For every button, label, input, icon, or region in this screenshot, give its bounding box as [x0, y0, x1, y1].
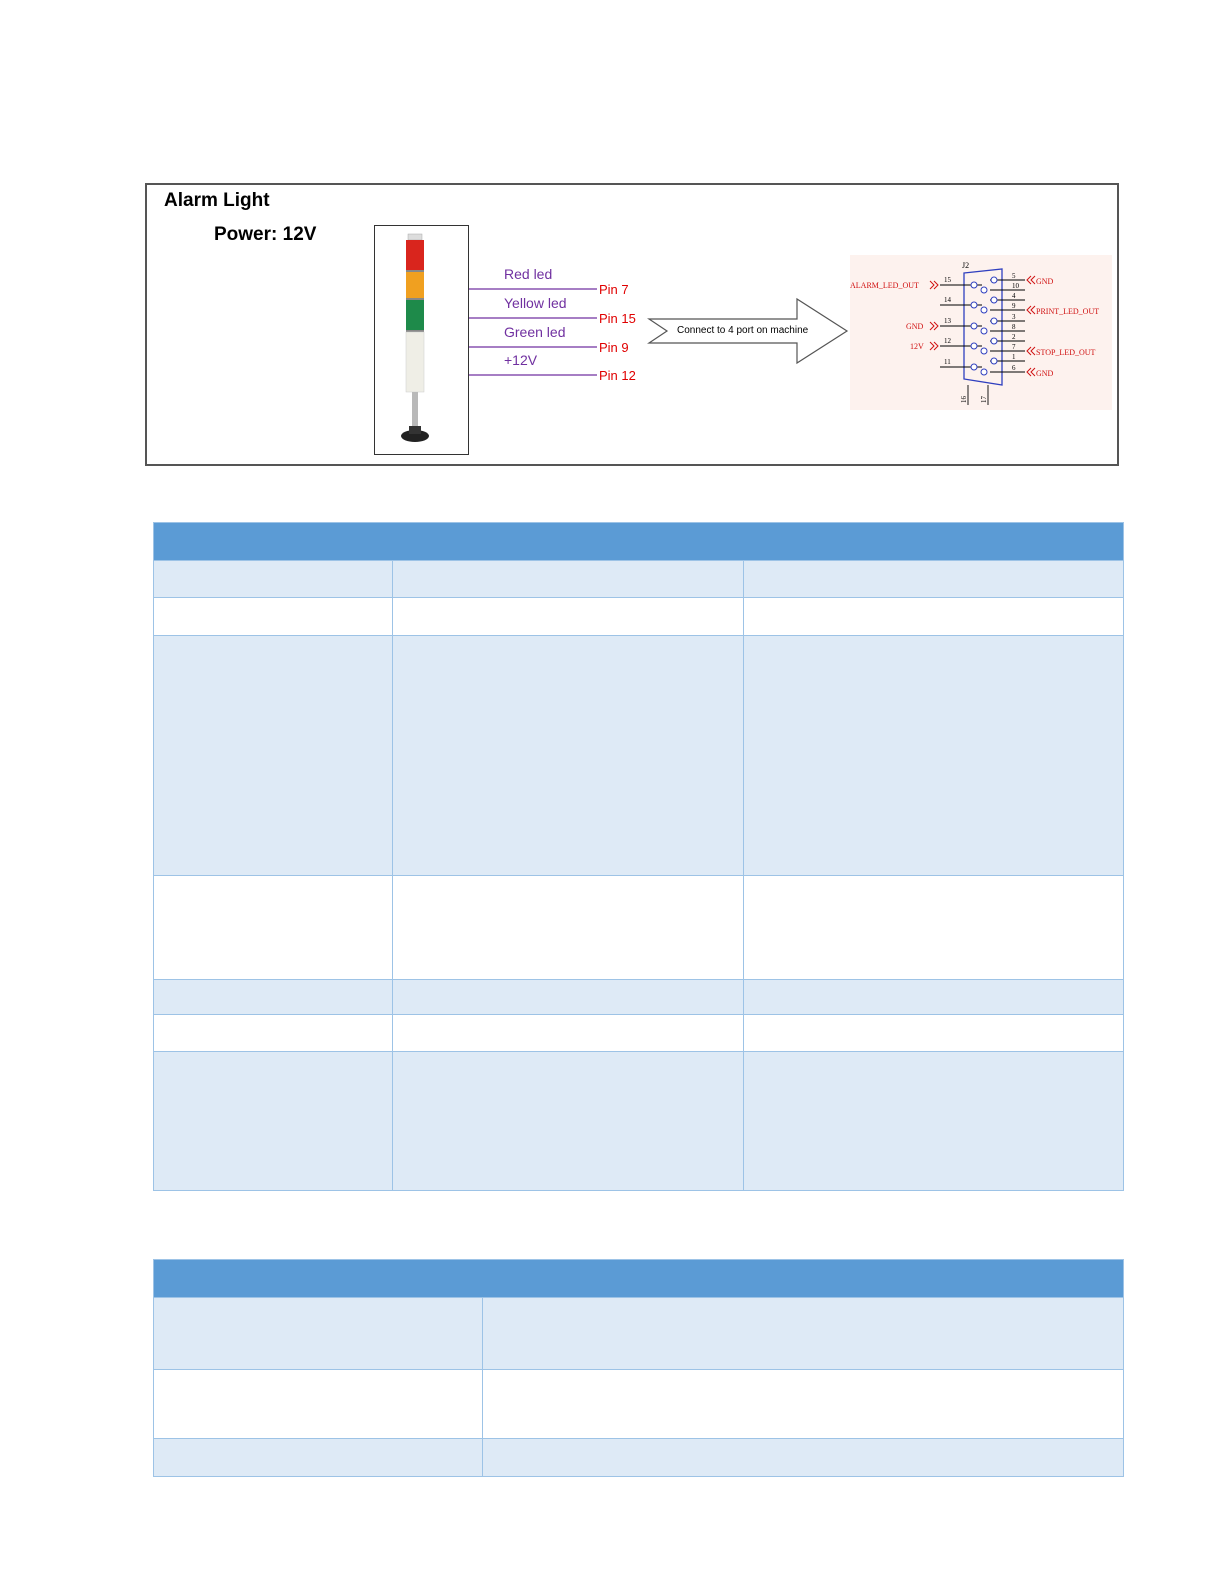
- table-cell: [483, 1439, 1124, 1477]
- svg-text:11: 11: [944, 358, 951, 366]
- svg-text:GND: GND: [906, 322, 924, 331]
- table-cell: [744, 561, 1124, 598]
- table-cell: [154, 1439, 483, 1477]
- wire-label-red: Red led: [504, 266, 553, 282]
- svg-text:14: 14: [944, 296, 951, 304]
- table-row: [154, 876, 1124, 980]
- table-row: [154, 980, 1124, 1015]
- table-cell: [483, 1298, 1124, 1370]
- table-cell: [393, 598, 744, 636]
- table-cell: [393, 876, 744, 980]
- svg-text:ALARM_LED_OUT: ALARM_LED_OUT: [850, 281, 919, 290]
- table-cell: [744, 636, 1124, 876]
- table-cell: [483, 1370, 1124, 1439]
- svg-text:GND: GND: [1036, 277, 1054, 286]
- wire-label-12v: +12V: [504, 352, 538, 368]
- table-cell: [154, 1298, 483, 1370]
- svg-text:5: 5: [1012, 272, 1016, 280]
- svg-text:1: 1: [1012, 353, 1016, 361]
- svg-text:4: 4: [1012, 292, 1016, 300]
- svg-text:PRINT_LED_OUT: PRINT_LED_OUT: [1036, 307, 1100, 316]
- pin-label-15: Pin 15: [599, 311, 636, 326]
- table-cell: [393, 1052, 744, 1191]
- svg-text:13: 13: [944, 317, 951, 325]
- table-cell: [154, 636, 393, 876]
- table-cell: [744, 1052, 1124, 1191]
- table-cell: [744, 598, 1124, 636]
- pin-label-9: Pin 9: [599, 340, 629, 355]
- table-cell: [393, 561, 744, 598]
- svg-text:17: 17: [980, 396, 988, 403]
- svg-text:GND: GND: [1036, 369, 1054, 378]
- arrow-caption: Connect to 4 port on machine: [677, 325, 809, 336]
- table-cell: [154, 1015, 393, 1052]
- svg-text:3: 3: [1012, 313, 1016, 321]
- table-2-header: [154, 1260, 1124, 1298]
- svg-text:8: 8: [1012, 323, 1016, 331]
- svg-text:10: 10: [1012, 282, 1019, 290]
- svg-text:15: 15: [944, 276, 951, 284]
- wire-label-yellow: Yellow led: [504, 295, 567, 311]
- pin-label-7: Pin 7: [599, 282, 629, 297]
- table-cell: [393, 636, 744, 876]
- table-1: [153, 522, 1124, 1191]
- alarm-light-figure: [145, 183, 1119, 466]
- svg-text:16: 16: [960, 396, 968, 403]
- table-cell: [393, 980, 744, 1015]
- table-cell: [744, 1015, 1124, 1052]
- table-1-header: [154, 523, 1124, 561]
- pin-label-12: Pin 12: [599, 368, 636, 383]
- figure-title: Alarm Light: [164, 190, 270, 211]
- table-cell: [744, 980, 1124, 1015]
- svg-text:2: 2: [1012, 333, 1016, 341]
- table-cell: [393, 1015, 744, 1052]
- svg-text:12V: 12V: [910, 342, 924, 351]
- svg-text:12: 12: [944, 337, 951, 345]
- table-cell: [154, 980, 393, 1015]
- table-row: [154, 1439, 1124, 1477]
- table-row: [154, 561, 1124, 598]
- figure-power: Power: 12V: [214, 224, 317, 245]
- svg-text:9: 9: [1012, 302, 1016, 310]
- table-cell: [744, 876, 1124, 980]
- table-2: [153, 1259, 1124, 1477]
- svg-text:7: 7: [1012, 343, 1016, 351]
- connector-ref: J2: [962, 261, 970, 270]
- table-row: [154, 1015, 1124, 1052]
- table-cell: [154, 876, 393, 980]
- table-row: [154, 1052, 1124, 1191]
- table-cell: [154, 598, 393, 636]
- table-cell: [154, 1370, 483, 1439]
- table-row: [154, 636, 1124, 876]
- table-cell: [154, 1052, 393, 1191]
- table-cell: [154, 561, 393, 598]
- db15-connector-schematic: [850, 255, 1112, 410]
- table-row: [154, 598, 1124, 636]
- table-row: [154, 1370, 1124, 1439]
- svg-text:STOP_LED_OUT: STOP_LED_OUT: [1036, 348, 1096, 357]
- wire-label-green: Green led: [504, 324, 566, 340]
- table-row: [154, 1298, 1124, 1370]
- svg-text:6: 6: [1012, 364, 1016, 372]
